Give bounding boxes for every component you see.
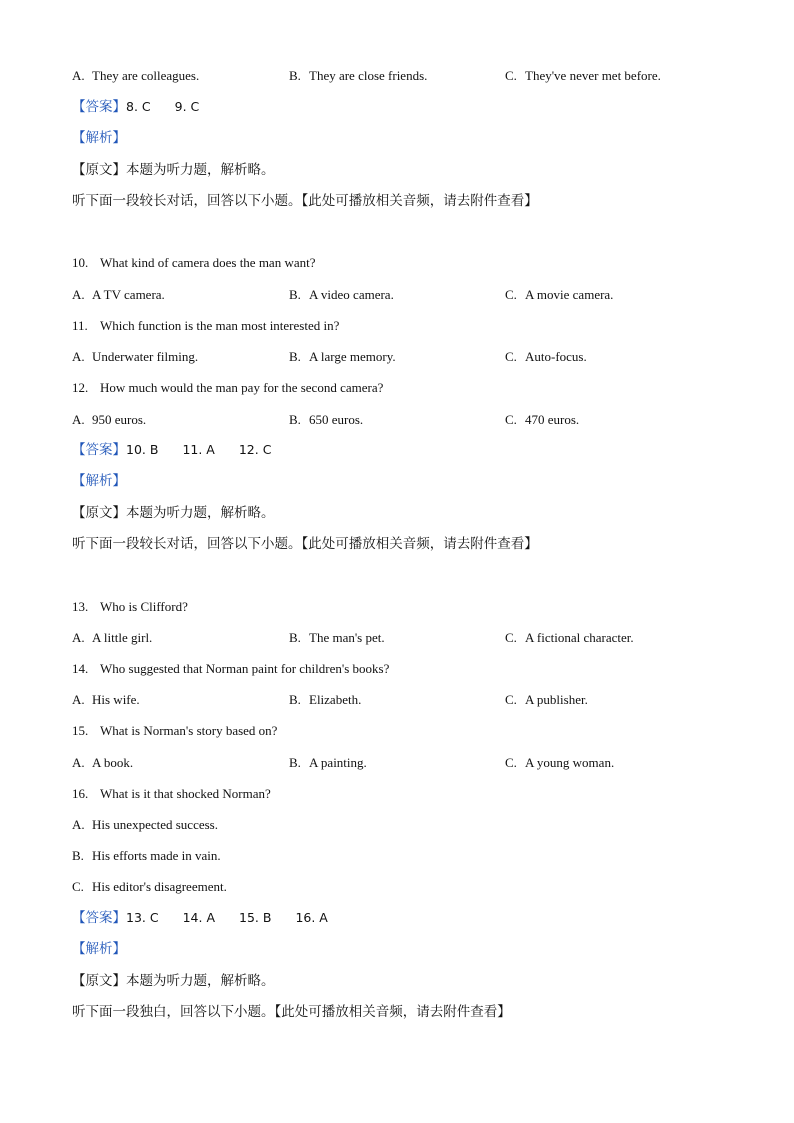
option-a: A. His unexpected success.	[72, 817, 218, 832]
option-b: B. A painting.	[289, 755, 367, 770]
original-text-note: 【原文】本题为听力题，解析略。	[72, 505, 275, 521]
option-c: C. A movie camera.	[505, 287, 614, 302]
section-intro: 听下面一段较长对话，回答以下小题。【此处可播放相关音频，请去附件查看】	[72, 536, 538, 552]
answer-line: 【答案】13. C 14. A 15. B 16. A	[72, 910, 328, 926]
option-b: B. A video camera.	[289, 287, 394, 302]
option-b: B. 650 euros.	[289, 412, 364, 427]
option-a: A. A little girl.	[72, 630, 153, 645]
option-c: C. His editor's disagreement.	[72, 879, 227, 894]
question-12: 12. How much would the man pay for the second camera?	[72, 380, 384, 395]
option-c: C. A young woman.	[505, 755, 615, 770]
option-c: C. 470 euros.	[505, 412, 580, 427]
option-b: B. His efforts made in vain.	[72, 848, 221, 863]
option-c: C. A fictional character.	[505, 630, 634, 645]
analysis-label: 【解析】	[72, 130, 126, 146]
original-text-note: 【原文】本题为听力题，解析略。	[72, 973, 275, 989]
option-b: B. They are close friends.	[289, 68, 428, 83]
option-c: C. A publisher.	[505, 692, 588, 707]
option-a: A. A book.	[72, 755, 134, 770]
option-b: B. Elizabeth.	[289, 692, 362, 707]
option-b: B. The man's pet.	[289, 630, 385, 645]
question-11: 11. Which function is the man most interested in?	[72, 318, 340, 333]
option-a: A. 950 euros.	[72, 412, 147, 427]
question-14: 14. Who suggested that Norman paint for children's books?	[72, 661, 390, 676]
answer-line: 【答案】8. C 9. C	[72, 99, 200, 115]
option-c: C. Auto-focus.	[505, 349, 587, 364]
question-13: 13. Who is Clifford?	[72, 599, 188, 614]
analysis-label: 【解析】	[72, 941, 126, 957]
question-15: 15. What is Norman's story based on?	[72, 723, 278, 738]
analysis-label: 【解析】	[72, 473, 126, 489]
option-a: A. Underwater filming.	[72, 349, 199, 364]
option-a: A. His wife.	[72, 692, 140, 707]
question-16: 16. What is it that shocked Norman?	[72, 786, 271, 801]
option-a: A. A TV camera.	[72, 287, 165, 302]
section-intro: 听下面一段独白，回答以下小题。【此处可播放相关音频，请去附件查看】	[72, 1004, 511, 1020]
option-a: A. They are colleagues.	[72, 68, 200, 83]
option-b: B. A large memory.	[289, 349, 396, 364]
original-text-note: 【原文】本题为听力题，解析略。	[72, 162, 275, 178]
option-c: C. They've never met before.	[505, 68, 661, 83]
section-intro: 听下面一段较长对话，回答以下小题。【此处可播放相关音频，请去附件查看】	[72, 193, 538, 209]
answer-line: 【答案】10. B 11. A 12. C	[72, 442, 272, 458]
question-10: 10. What kind of camera does the man want?	[72, 255, 316, 270]
